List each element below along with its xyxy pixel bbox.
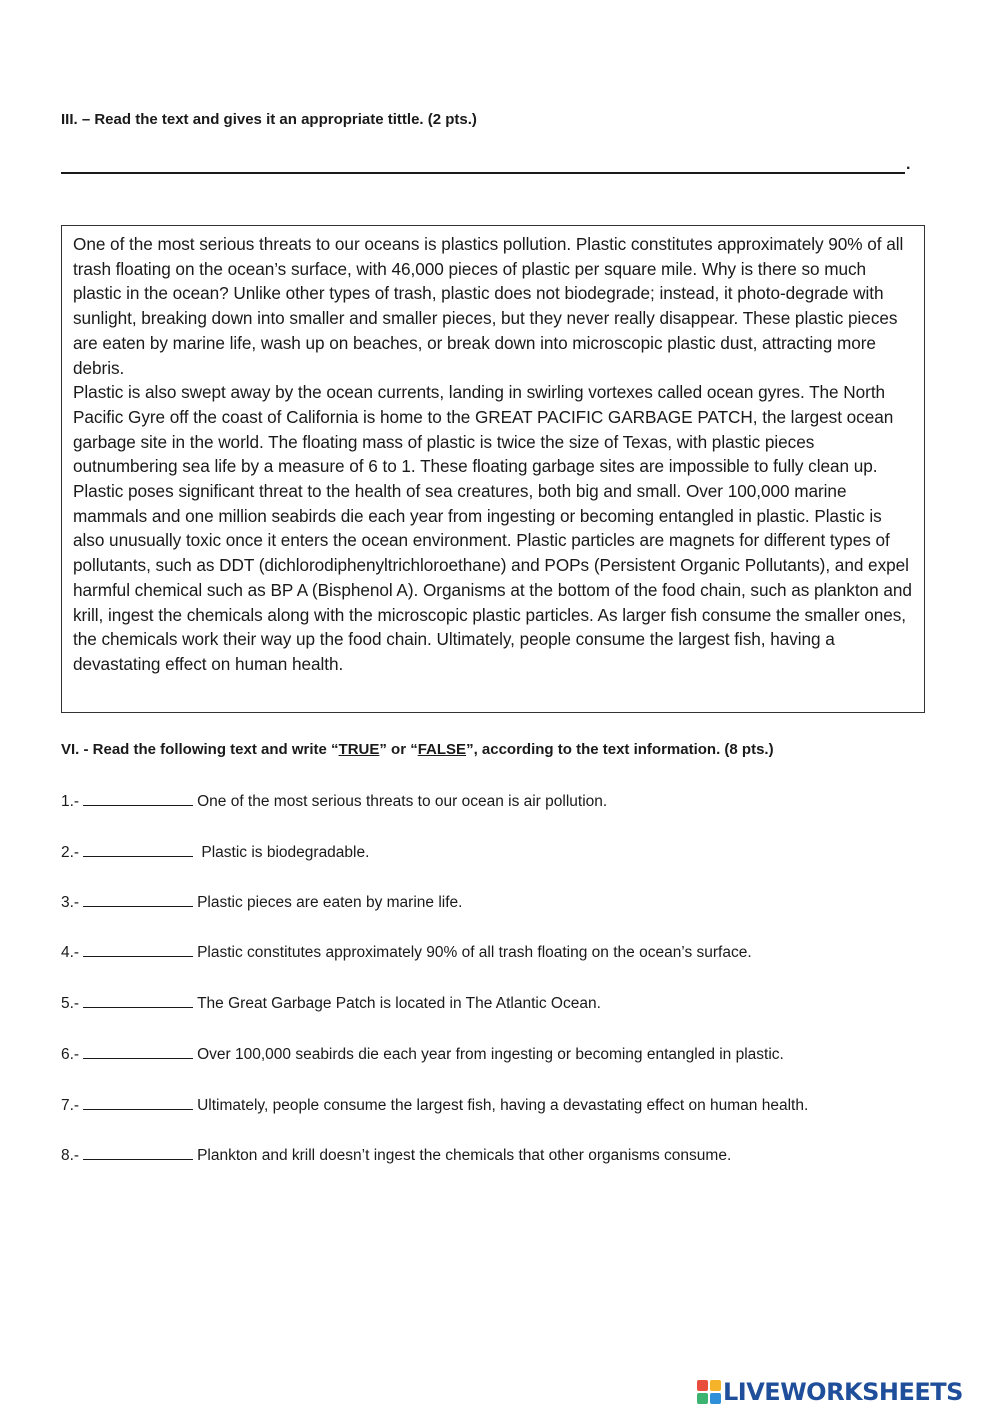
answer-blank-7[interactable] [83, 1095, 193, 1110]
question-statement: Ultimately, people consume the largest fish, having a devastating effect on human health. [197, 1097, 809, 1114]
reading-paragraph-2: Plastic is also swept away by the ocean currents, landing in swirling vortexes called ocean gyres. The North Pacific Gyre off the coast of California is home to the GREAT PACIFIC GARBAGE PATCH, the largest ocean garbage site in the world. The floating mass of plastic is twice the size of Texas, with plastic pieces outnumbering sea life by a measure of 6 to 1. These floating garbage sites are impossible to fully clean up. [73, 382, 894, 477]
heading-text-3: ”, according to the text information. (8 pts.) [466, 741, 774, 758]
question-5 [61, 993, 601, 1013]
question-2 [61, 842, 369, 862]
question-3 [61, 892, 462, 912]
answer-blank-8[interactable] [83, 1145, 193, 1160]
question-number: 2.- [61, 844, 80, 861]
question-8 [61, 1145, 731, 1165]
question-number: 8.- [61, 1147, 80, 1164]
answer-blank-1[interactable] [83, 791, 193, 806]
heading-false-word: FALSE [417, 741, 467, 758]
question-1 [61, 791, 607, 811]
question-6 [61, 1044, 784, 1064]
answer-blank-2[interactable] [83, 842, 193, 857]
liveworksheets-logo-icon [697, 1380, 721, 1404]
answer-blank-4[interactable] [83, 942, 193, 957]
heading-text-1: VI. - Read the following text and write “ [61, 741, 339, 758]
question-4 [61, 942, 752, 962]
section-3-heading: III. – Read the text and gives it an appropriate tittle. (2 pts.) [61, 111, 477, 128]
question-statement: Plankton and krill doesn’t ingest the chemicals that other organisms consume. [197, 1147, 732, 1164]
liveworksheets-logo [697, 1378, 963, 1406]
question-statement: Plastic pieces are eaten by marine life. [197, 894, 463, 911]
liveworksheets-logo-text: LIVEWORKSHEETS [723, 1378, 963, 1406]
title-answer-period: . [906, 156, 911, 173]
heading-text-2: ” or “ [379, 741, 418, 758]
reading-paragraph-1: One of the most serious threats to our oceans is plastics pollution. Plastic constitutes approximately 90% of all trash floating on the ocean’s surface, with 46,000 pieces of plastic per square mile. Why is there so much plastic in the ocean? Unlike other types of trash, plastic does not biodegrade; instead, it photo-degrade with sunlight, breaking down into smaller and smaller pieces, but they never really disappear. These plastic pieces are eaten by marine life, wash up on beaches, or break down into microscopic plastic dust, attracting more debris. [73, 234, 904, 378]
question-statement: The Great Garbage Patch is located in The Atlantic Ocean. [197, 995, 601, 1012]
question-number: 1.- [61, 793, 80, 810]
question-number: 6.- [61, 1046, 80, 1063]
question-number: 4.- [61, 944, 80, 961]
question-number: 3.- [61, 894, 80, 911]
answer-blank-3[interactable] [83, 892, 193, 907]
question-statement: Over 100,000 seabirds die each year from ingesting or becoming entangled in plastic. [197, 1046, 784, 1063]
question-number: 7.- [61, 1097, 80, 1114]
question-statement: Plastic constitutes approximately 90% of all trash floating on the ocean’s surface. [197, 944, 752, 961]
section-6-heading [61, 741, 774, 758]
answer-blank-6[interactable] [83, 1044, 193, 1059]
title-answer-line[interactable] [61, 152, 905, 174]
heading-true-word: TRUE [338, 741, 380, 758]
question-7 [61, 1095, 808, 1115]
reading-paragraph-3: Plastic poses significant threat to the health of sea creatures, both big and small. Over 100,000 marine mammals and one million seabirds die each year from ingesting or becoming entangled in plastic. Plastic is also unusually toxic once it enters the ocean environment. Plastic particles are magnets for different types of pollutants, such as DDT (dichlorodiphenyltrichloroethane) and POPs (Persistent Organic Pollutants), and expel harmful chemical such as BP A (Bisphenol A). Organisms at the bottom of the food chain, such as plankton and krill, ingest the chemicals along with the microscopic plastic particles. As larger fish consume the smaller ones, the chemicals work their way up the food chain. Ultimately, people consume the largest fish, having a devastating effect on human health. [73, 481, 912, 674]
question-statement: One of the most serious threats to our ocean is air pollution. [197, 793, 608, 810]
answer-blank-5[interactable] [83, 993, 193, 1008]
reading-passage-box [61, 225, 925, 713]
question-number: 5.- [61, 995, 80, 1012]
question-statement: Plastic is biodegradable. [197, 844, 370, 861]
